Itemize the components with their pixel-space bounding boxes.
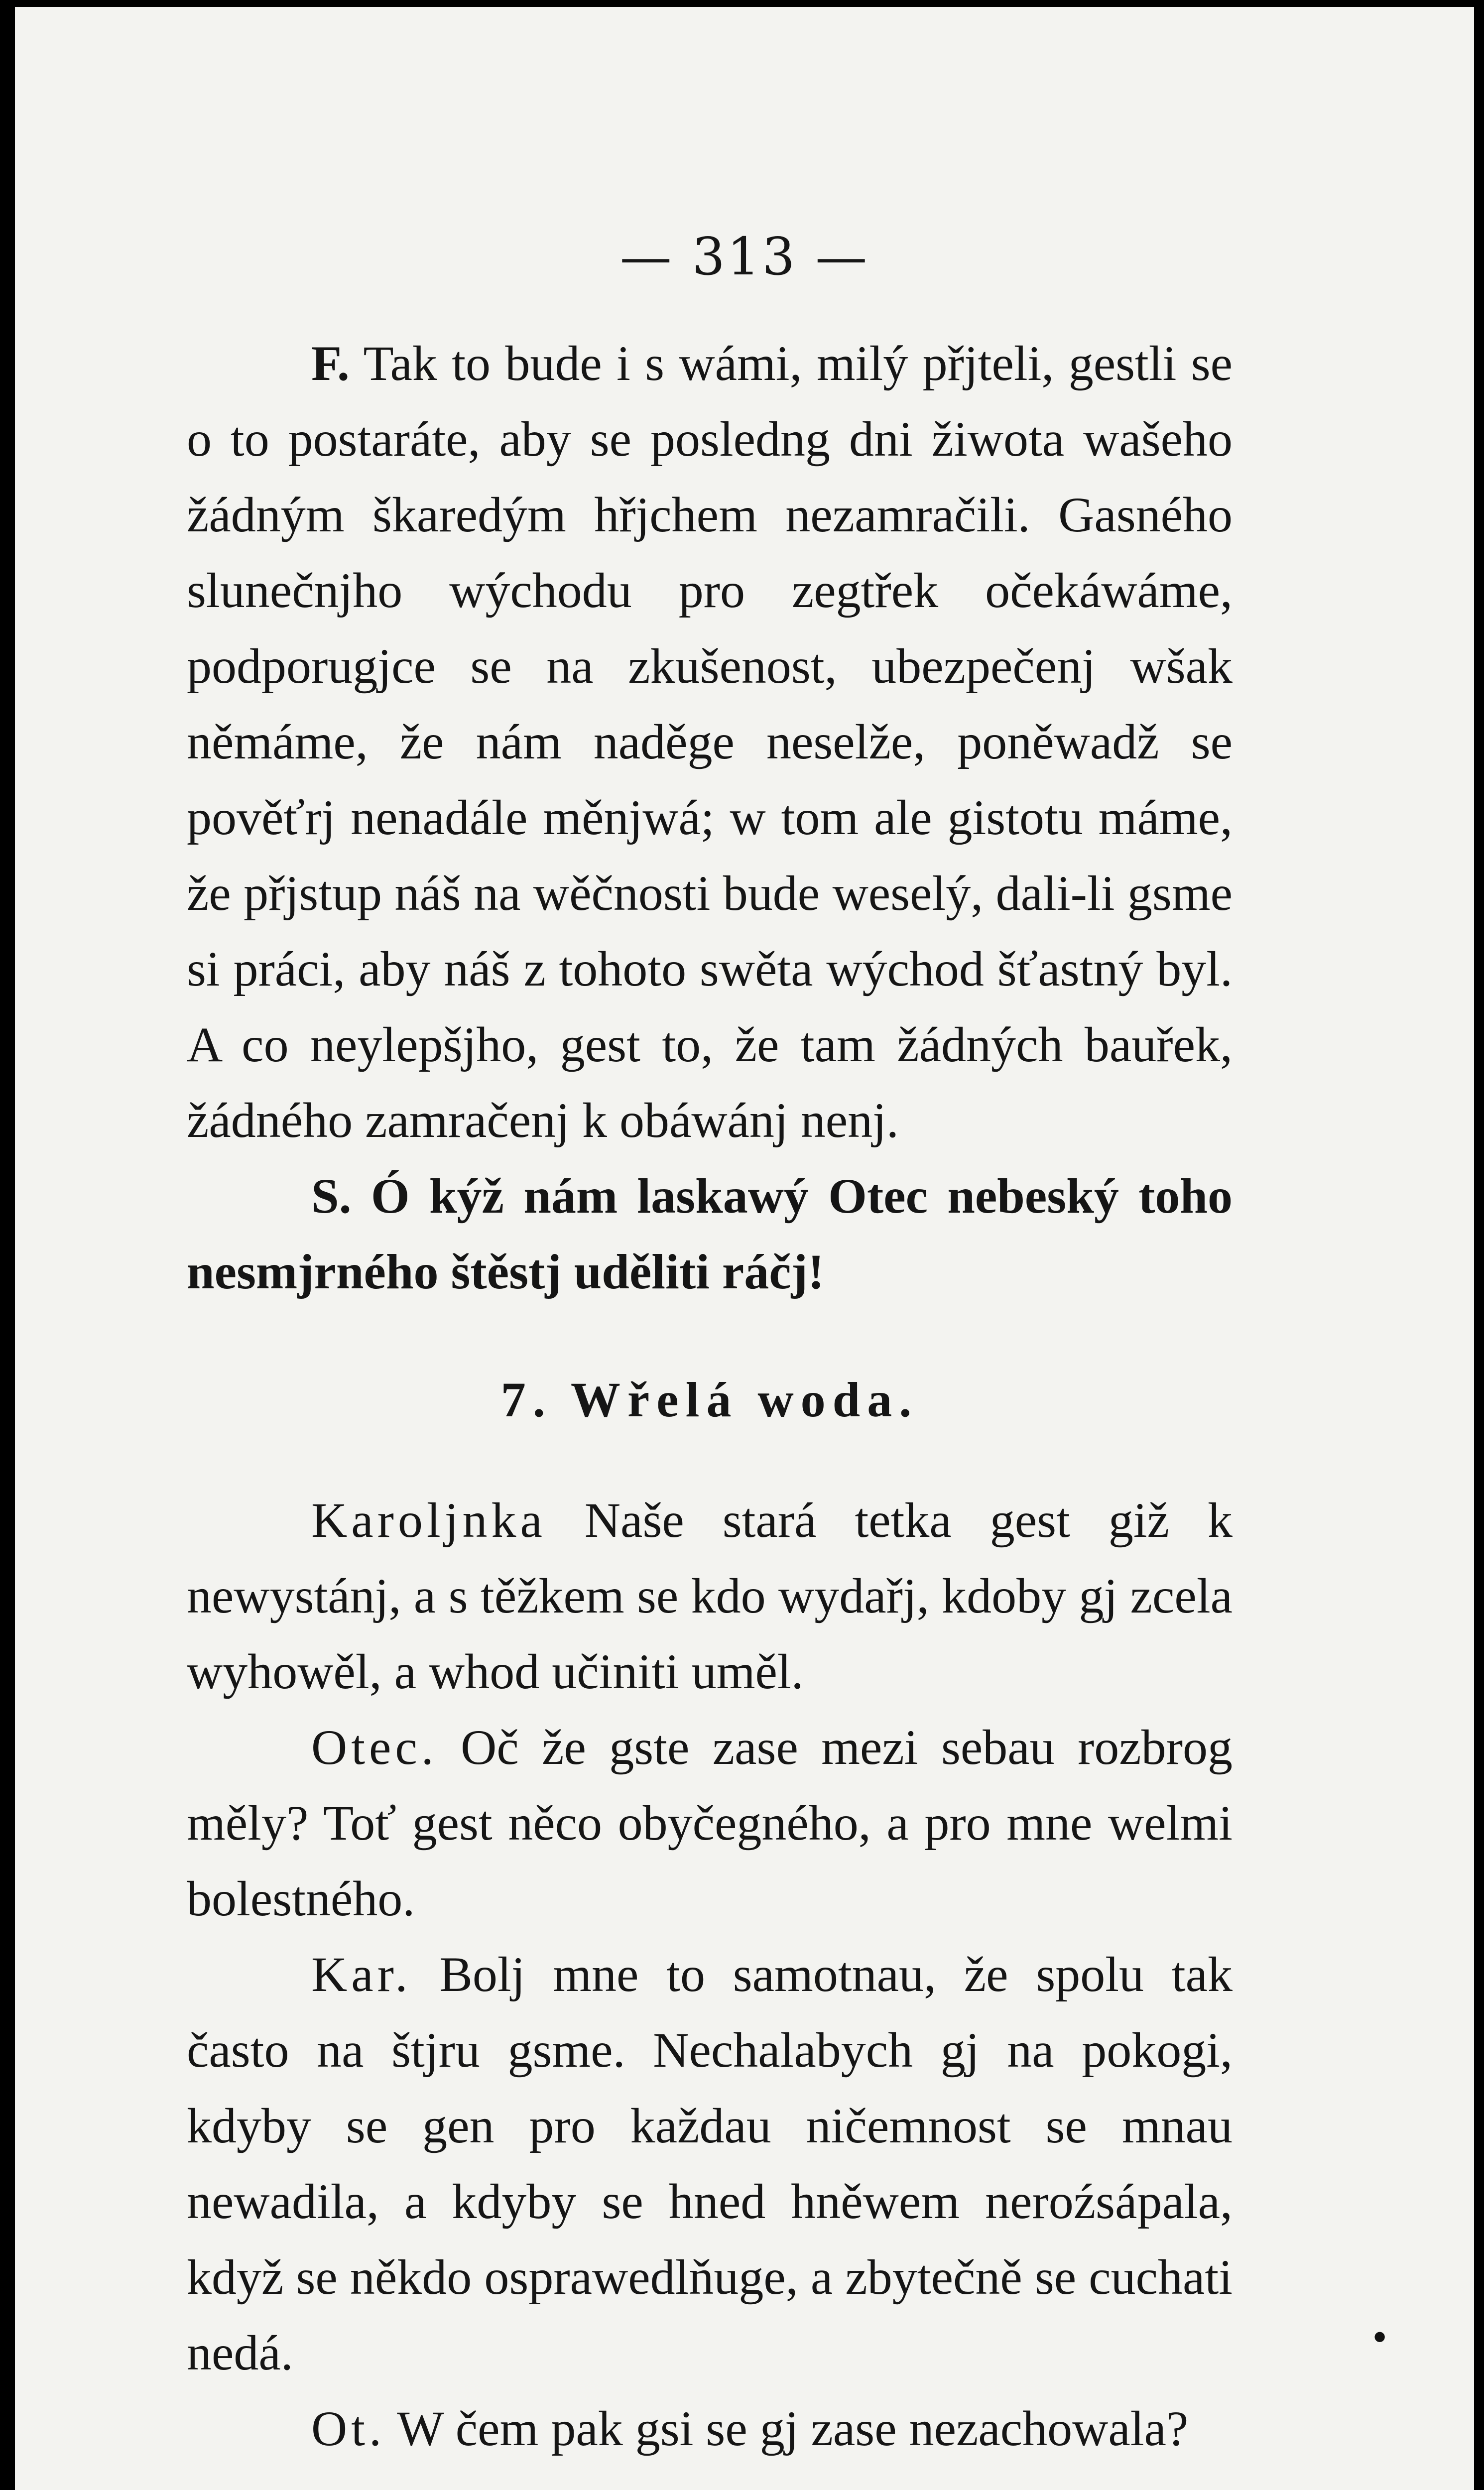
- paragraph: [187, 1483, 1233, 1710]
- paragraph: [187, 2391, 1233, 2467]
- paragraph-text: Oč že gste zase mezi sebau rozbrog měly? Toť gest něco obyčegného, a pro mne welmi bolestného.: [187, 1720, 1233, 1926]
- speaker-label: F.: [311, 336, 350, 391]
- paragraph: [187, 1710, 1233, 1937]
- speaker-label: Ot.: [311, 2401, 385, 2456]
- paragraph-text: Naše stará tetka gest giž k newystánj, a s těžkem se kdo wydařj, kdoby gj zcela wyhowěl, a whod učiniti uměl.: [187, 1493, 1233, 1699]
- paragraph-text: Bolj mne to samotnau, že spolu tak často na štjru gsme. Nechalabych gj na pokogi, kdyby se gen pro každau ničemnost se mnau newadila, a kdyby se hned hněwem neroźsápala, když se někdo osprawedlňuge, a zbytečně se cuchati nedá.: [187, 1947, 1233, 2380]
- paragraph: [187, 1937, 1233, 2391]
- speaker-label: Kar.: [311, 1947, 412, 2002]
- ink-blot-icon: •: [1369, 2318, 1390, 2359]
- paragraph-text: Tak to bude i s wámi, milý přjteli, gestli se o to postaráte, aby se posledng dni žiwota wašeho žádným škaredým hřjchem nezamračili. Gasného slunečnjho wýchodu pro zegtřek očekáwáme, podporugjce se na zkušenost, ubezpečenj wšak němáme, že nám naděge neselže, poněwadž se pověťrj nenadále měnjwá; w tom ale gistotu máme, že přjstup náš na wěčnosti bude weselý, dali-li gsme si práci, aby náš z tohoto swěta wýchod šťastný byl. A co neylepšjho, gest to, že tam žádných bauřek, žádného zamračenj k obáwánj nenj.: [187, 336, 1233, 1148]
- book-page: [15, 7, 1474, 2490]
- paragraph: [187, 1158, 1233, 1310]
- page-number: — 313 —: [619, 226, 869, 287]
- paragraph-text: W čem pak gsi se gj zase nezachowala?: [397, 2401, 1189, 2456]
- page-body: [187, 326, 1233, 2467]
- speaker-label: Karoljnka: [311, 1493, 546, 1548]
- speaker-label: Otec.: [311, 1720, 438, 1775]
- paragraph: [187, 326, 1233, 1158]
- paragraph-text: Ó kýž nám laskawý Otec nebeský toho nesmjrného štěstj uděliti ráčj!: [187, 1168, 1233, 1299]
- section-title: 7. Wřelá woda.: [500, 1372, 919, 1427]
- speaker-label: S.: [311, 1168, 352, 1224]
